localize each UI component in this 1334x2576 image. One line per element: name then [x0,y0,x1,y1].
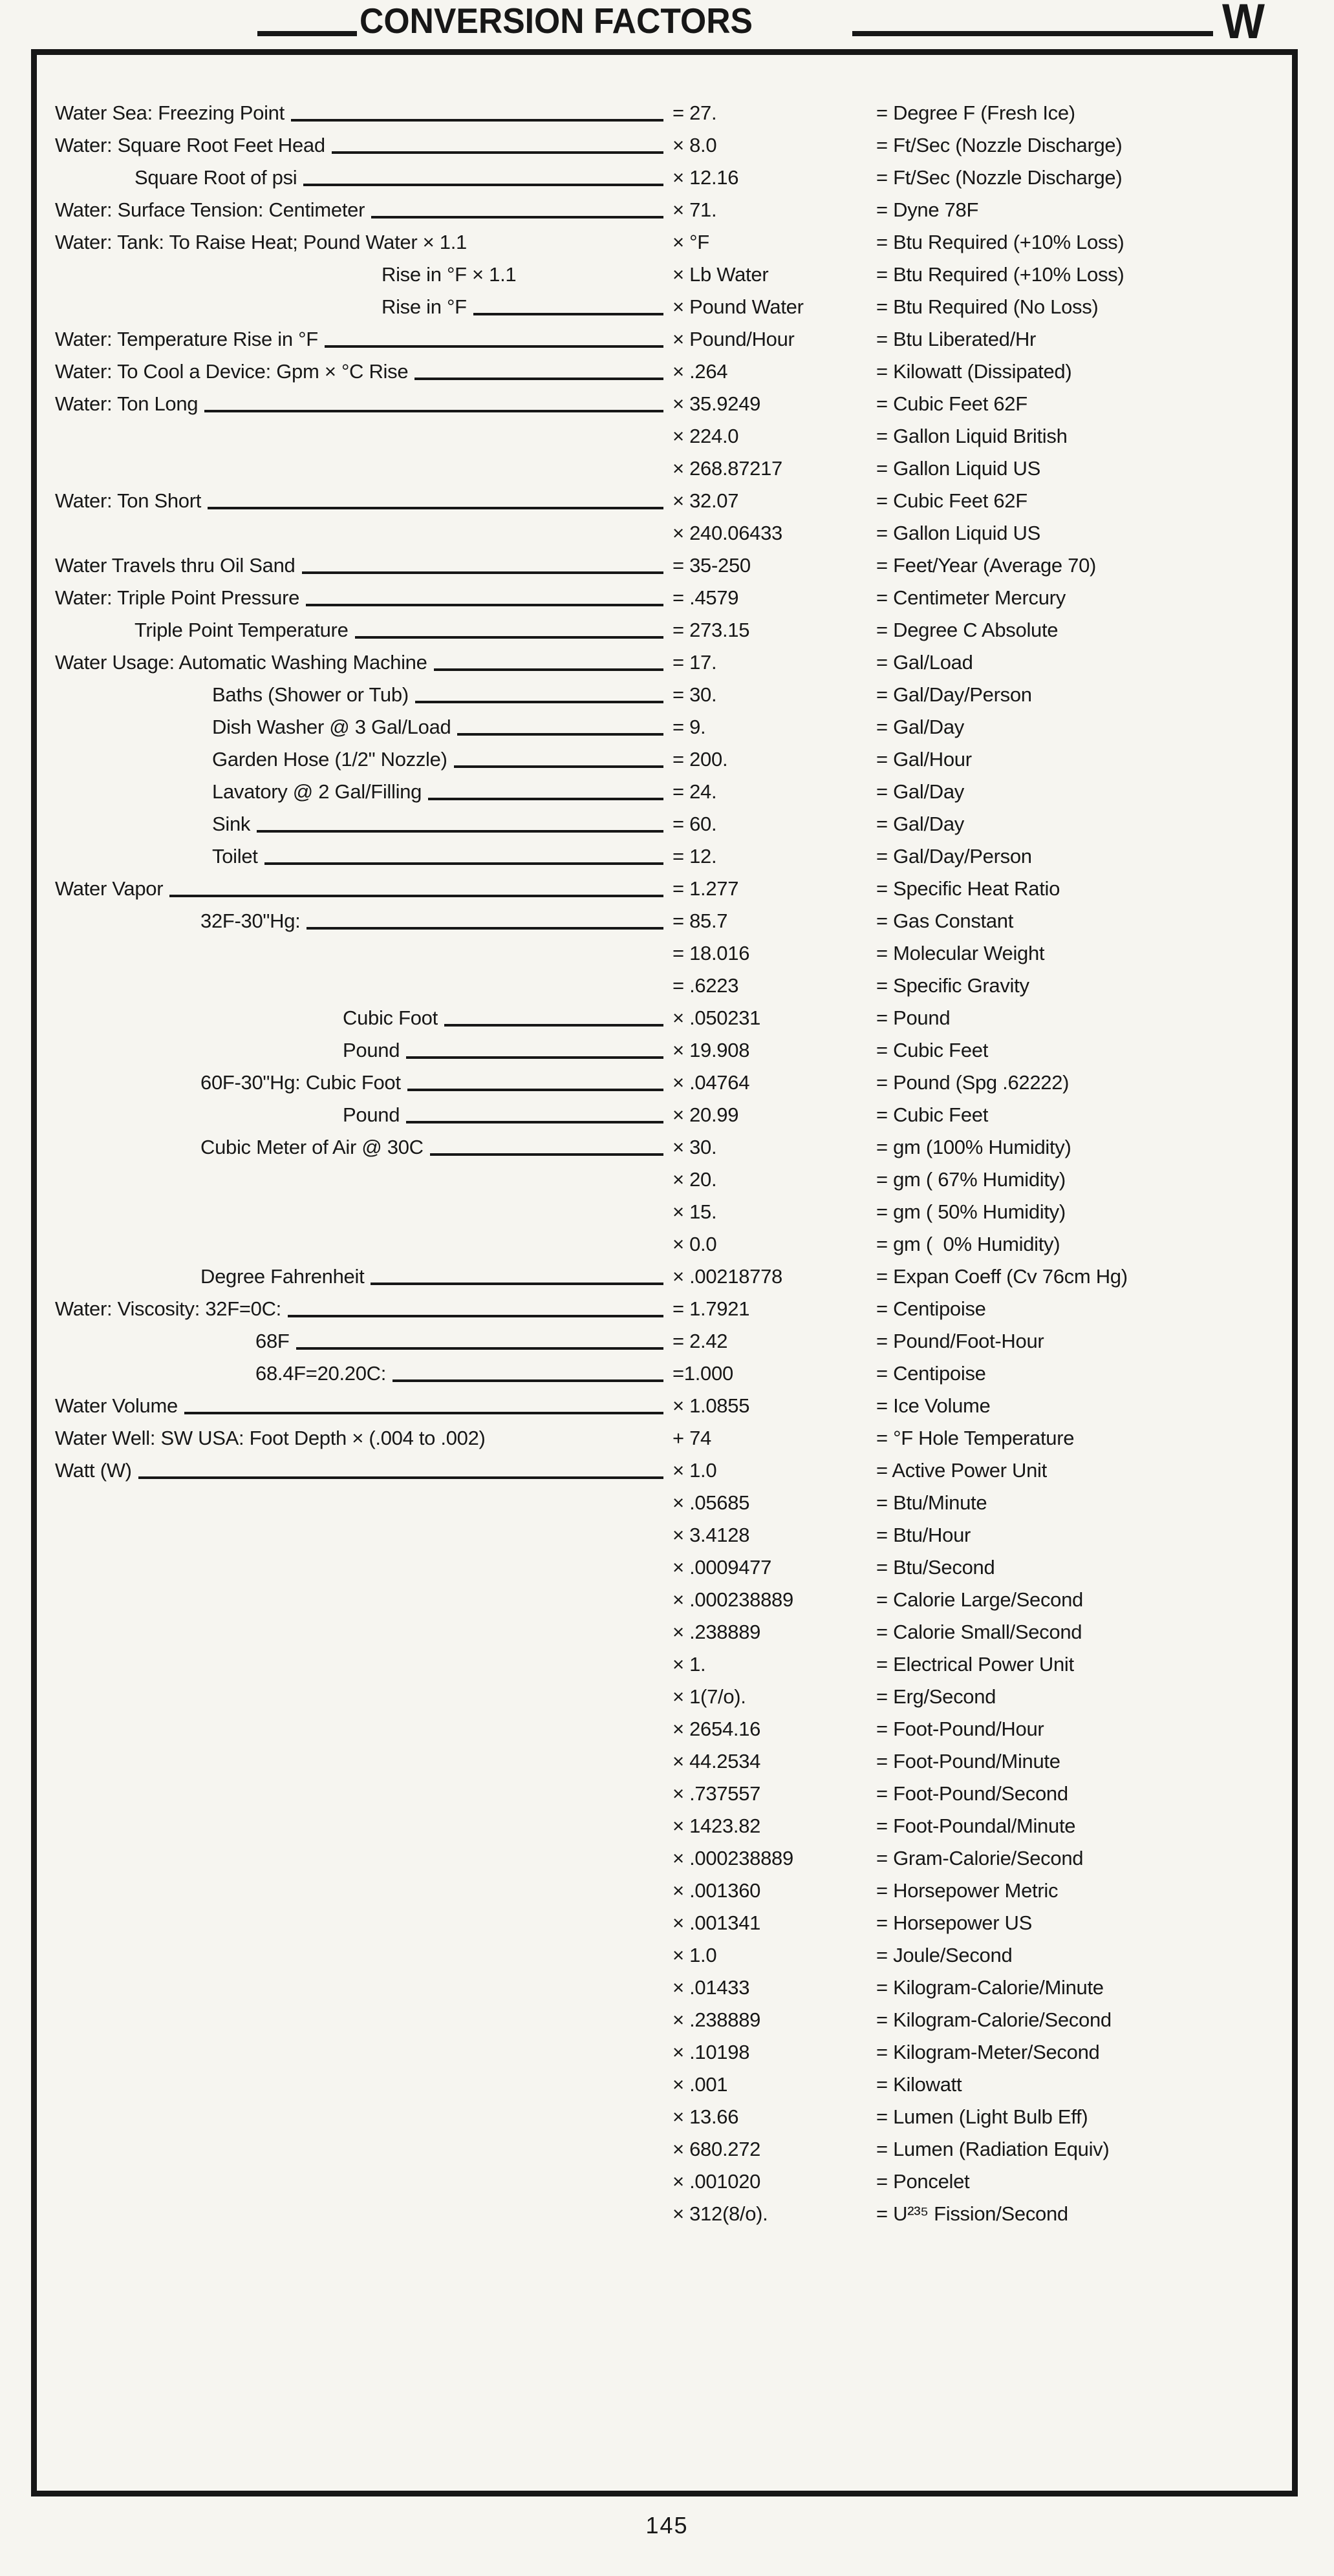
leader-line [325,345,663,348]
factor-value: = .4579 [672,586,739,609]
row-label: Dish Washer @ 3 Gal/Load [212,716,451,738]
table-row [55,1067,1261,1099]
table-row [55,259,1261,291]
leader-line [288,1315,663,1317]
row-label: 68.4F=20.20C: [255,1362,387,1385]
result-unit: = Gal/Day/Person [876,683,1032,706]
result-unit: = Btu/Hour [876,1524,971,1546]
section-letter: W [1222,0,1265,49]
result-unit: = Horsepower Metric [876,1879,1059,1902]
table-row [55,549,1261,582]
table-row [55,1228,1261,1261]
result-unit: = Horsepower US [876,1911,1033,1934]
result-unit: = Degree C Absolute [876,619,1059,641]
table-row [55,485,1261,517]
row-label: Triple Point Temperature [134,619,349,641]
result-unit: = Pound [876,1006,951,1029]
factor-value: =1.000 [672,1362,733,1385]
factor-value: × Pound/Hour [672,328,795,350]
table-row [55,614,1261,646]
factor-value: × .001341 [672,1911,761,1934]
result-unit: = Joule/Second [876,1944,1013,1966]
result-unit: = gm ( 67% Humidity) [876,1168,1066,1191]
table-row [55,679,1261,711]
row-label: Garden Hose (1/2" Nozzle) [212,748,447,771]
table-row [55,1713,1261,1745]
result-unit: = Centipoise [876,1297,986,1320]
row-label: Water: Tank: To Raise Heat; Pound Water × 1.1 [55,231,467,253]
row-label: Rise in °F × 1.1 [382,263,517,286]
factor-value: × .737557 [672,1782,761,1805]
factor-value: = 85.7 [672,910,728,932]
result-unit: = Electrical Power Unit [876,1653,1074,1676]
factor-value: × 12.16 [672,166,739,189]
row-label: Pound [343,1039,400,1061]
page-title: CONVERSION FACTORS [360,1,753,41]
result-unit: = Foot-Pound/Hour [876,1718,1044,1740]
factor-value: × .001 [672,2073,728,2096]
result-unit: = Gal/Day/Person [876,845,1032,868]
factor-value: × 44.2534 [672,1750,761,1772]
table-row [55,1616,1261,1648]
table-row [55,646,1261,679]
result-unit: = Gal/Hour [876,748,972,771]
result-unit: = Pound (Spg .62222) [876,1071,1070,1094]
leader-line [406,1056,663,1059]
result-unit: = Kilowatt [876,2073,962,2096]
leader-line [306,604,663,606]
conversion-rows [55,97,1261,2230]
table-row [55,1357,1261,1390]
result-unit: = Btu Required (+10% Loss) [876,231,1124,253]
table-row [55,2069,1261,2101]
table-row [55,1261,1261,1293]
row-label: Water Travels thru Oil Sand [55,554,296,577]
row-label: Water: Surface Tension: Centimeter [55,198,365,221]
row-label: 32F-30"Hg: [200,910,301,932]
leader-line [332,151,663,154]
factor-value: = 1.7921 [672,1297,750,1320]
factor-value: = 9. [672,716,706,738]
table-row [55,291,1261,323]
result-unit: = Foot-Poundal/Minute [876,1815,1076,1837]
table-row [55,1810,1261,1842]
result-unit: = Lumen (Light Bulb Eff) [876,2105,1088,2128]
result-unit: = Gallon Liquid British [876,425,1068,447]
table-row [55,129,1261,162]
row-label: 68F [255,1330,290,1352]
table-row [55,1293,1261,1325]
row-label: Water Sea: Freezing Point [55,101,285,124]
leader-line [473,313,663,315]
table-row [55,1842,1261,1875]
factor-value: = 35-250 [672,554,751,577]
leader-line [444,1024,663,1027]
result-unit: = Gal/Load [876,651,973,674]
table-row [55,873,1261,905]
result-unit: = Gallon Liquid US [876,522,1040,544]
row-label: Rise in °F [382,295,467,318]
row-label: Watt (W) [55,1459,132,1482]
leader-line [393,1379,663,1382]
factor-value: × 13.66 [672,2105,739,2128]
result-unit: = Cubic Feet 62F [876,489,1027,512]
table-row [55,1875,1261,1907]
table-row [55,194,1261,226]
factor-value: × .10198 [672,2041,750,2063]
leader-line [430,1153,663,1156]
table-row [55,2036,1261,2069]
result-unit: = Expan Coeff (Cv 76cm Hg) [876,1265,1128,1288]
factor-value: × 35.9249 [672,392,761,415]
factor-value: = 18.016 [672,942,750,964]
table-row [55,1972,1261,2004]
row-label: Cubic Meter of Air @ 30C [200,1136,424,1158]
factor-value: = 60. [672,813,717,835]
factor-value: = 24. [672,780,717,803]
factor-value: × 8.0 [672,134,717,156]
factor-value: × 1.0855 [672,1394,750,1417]
table-row [55,1002,1261,1034]
result-unit: = °F Hole Temperature [876,1427,1075,1449]
result-unit: = Cubic Feet 62F [876,392,1027,415]
row-label: Cubic Foot [343,1006,438,1029]
table-row [55,1196,1261,1228]
table-row [55,517,1261,549]
result-unit: = Erg/Second [876,1685,996,1708]
title-rule-right [852,31,1213,36]
result-unit: = Molecular Weight [876,942,1045,964]
leader-line [415,701,663,703]
leader-line [406,1121,663,1123]
table-row [55,1584,1261,1616]
result-unit: = Specific Gravity [876,974,1029,997]
result-unit: = gm (100% Humidity) [876,1136,1071,1158]
row-label: Lavatory @ 2 Gal/Filling [212,780,422,803]
factor-value: × .000238889 [672,1847,793,1869]
result-unit: = Kilogram-Calorie/Minute [876,1976,1104,1999]
result-unit: = Pound/Foot-Hour [876,1330,1044,1352]
result-unit: = Btu/Minute [876,1491,987,1514]
table-row [55,2004,1261,2036]
factor-value: × 3.4128 [672,1524,750,1546]
factor-value: × 71. [672,198,717,221]
factor-value: × .04764 [672,1071,750,1094]
factor-value: × .05685 [672,1491,750,1514]
factor-value: × .0009477 [672,1556,772,1579]
result-unit: = Degree F (Fresh Ice) [876,101,1075,124]
factor-value: × 312(8/o). [672,2202,768,2225]
page-number: 145 [645,2512,689,2539]
row-label: Water Usage: Automatic Washing Machine [55,651,427,674]
leader-line [264,862,663,865]
factor-value: + 74 [672,1427,711,1449]
factor-value: = 17. [672,651,717,674]
result-unit: = Btu Liberated/Hr [876,328,1037,350]
table-row [55,226,1261,259]
result-unit: = U²³⁵ Fission/Second [876,2202,1068,2225]
result-unit: = Ice Volume [876,1394,991,1417]
factor-value: × 32.07 [672,489,739,512]
result-unit: = Calorie Large/Second [876,1588,1083,1611]
row-label: Water: Viscosity: 32F=0C: [55,1297,281,1320]
table-row [55,1778,1261,1810]
factor-value: × 1(7/o). [672,1685,746,1708]
factor-value: × 0.0 [672,1233,717,1255]
row-label: 60F-30"Hg: Cubic Foot [200,1071,401,1094]
factor-value: × .238889 [672,2008,761,2031]
leader-line [407,1089,663,1091]
factor-value: × .00218778 [672,1265,782,1288]
result-unit: = Kilogram-Calorie/Second [876,2008,1112,2031]
leader-line [138,1476,663,1479]
factor-value: = 1.277 [672,877,739,900]
table-row [55,356,1261,388]
table-row [55,970,1261,1002]
factor-value: × 30. [672,1136,717,1158]
result-unit: = Cubic Feet [876,1039,989,1061]
factor-value: × 20. [672,1168,717,1191]
leader-line [428,798,663,800]
table-row [55,1939,1261,1972]
factor-value: = 273.15 [672,619,750,641]
row-label: Sink [212,813,251,835]
result-unit: = gm ( 0% Humidity) [876,1233,1060,1255]
row-label: Water: Ton Short [55,489,202,512]
table-row [55,743,1261,776]
result-unit: = Dyne 78F [876,198,979,221]
table-row [55,420,1261,452]
title-rule-left [257,31,357,36]
leader-line [257,830,663,833]
leader-line [414,378,663,380]
result-unit: = Gal/Day [876,813,964,835]
factor-value: × 2654.16 [672,1718,761,1740]
table-row [55,2166,1261,2198]
factor-value: × 20.99 [672,1103,739,1126]
result-unit: = Poncelet [876,2170,970,2193]
result-unit: = Gal/Day [876,780,964,803]
table-row [55,1131,1261,1164]
table-row [55,1422,1261,1454]
table-row [55,2198,1261,2230]
row-label: Water Volume [55,1394,178,1417]
factor-value: × .01433 [672,1976,750,1999]
table-row [55,1745,1261,1778]
result-unit: = Centipoise [876,1362,986,1385]
leader-line [307,927,663,930]
result-unit: = Foot-Pound/Minute [876,1750,1060,1772]
leader-line [434,668,663,671]
row-label: Pound [343,1103,400,1126]
factor-value: × 240.06433 [672,522,782,544]
table-row [55,1648,1261,1681]
table-row [55,776,1261,808]
factor-value: = 30. [672,683,717,706]
table-row [55,840,1261,873]
factor-value: × °F [672,231,709,253]
table-row [55,1487,1261,1519]
factor-value: × 680.272 [672,2138,761,2160]
result-unit: = Centimeter Mercury [876,586,1066,609]
row-label: Water: Ton Long [55,392,199,415]
table-row [55,937,1261,970]
table-row [55,905,1261,937]
table-row [55,1454,1261,1487]
result-unit: = Kilowatt (Dissipated) [876,360,1072,383]
table-row [55,1164,1261,1196]
result-unit: = Btu Required (+10% Loss) [876,263,1124,286]
table-row [55,1907,1261,1939]
factor-value: = .6223 [672,974,739,997]
table-row [55,1325,1261,1357]
factor-value: × 268.87217 [672,457,782,480]
result-unit: = Ft/Sec (Nozzle Discharge) [876,166,1123,189]
result-unit: = Calorie Small/Second [876,1621,1082,1643]
leader-line [296,1347,663,1350]
result-unit: = Gram-Calorie/Second [876,1847,1084,1869]
leader-line [371,1283,663,1285]
result-unit: = Btu/Second [876,1556,995,1579]
result-unit: = Cubic Feet [876,1103,989,1126]
result-unit: = Btu Required (No Loss) [876,295,1099,318]
result-unit: = Gallon Liquid US [876,457,1040,480]
factor-value: × .238889 [672,1621,761,1643]
factor-value: × .000238889 [672,1588,793,1611]
leader-line [302,571,664,574]
table-row [55,711,1261,743]
factor-value: × .001020 [672,2170,761,2193]
factor-value: × 1.0 [672,1459,717,1482]
table-row [55,388,1261,420]
result-unit: = Feet/Year (Average 70) [876,554,1097,577]
table-row [55,97,1261,129]
row-label: Degree Fahrenheit [200,1265,365,1288]
result-unit: = Kilogram-Meter/Second [876,2041,1100,2063]
factor-value: × 1423.82 [672,1815,761,1837]
leader-line [208,507,663,509]
table-row [55,1551,1261,1584]
leader-line [454,765,663,768]
table-row [55,808,1261,840]
factor-value: × .001360 [672,1879,761,1902]
leader-line [371,216,663,218]
factor-value: = 27. [672,101,717,124]
leader-line [184,1412,663,1414]
leader-line [457,733,663,736]
table-row [55,582,1261,614]
leader-line [303,184,663,186]
table-row [55,2133,1261,2166]
table-row [55,1681,1261,1713]
factor-value: × Pound Water [672,295,804,318]
table-row [55,1519,1261,1551]
leader-line [204,410,663,412]
table-row [55,452,1261,485]
result-unit: = Specific Heat Ratio [876,877,1060,900]
factor-value: × 19.908 [672,1039,750,1061]
factor-value: = 12. [672,845,717,868]
leader-line [169,895,663,897]
factor-value: × Lb Water [672,263,769,286]
factor-value: × 224.0 [672,425,739,447]
row-label: Water: Square Root Feet Head [55,134,325,156]
leader-line [355,636,663,639]
row-label: Square Root of psi [134,166,297,189]
table-row [55,1034,1261,1067]
factor-value: = 200. [672,748,728,771]
row-label: Water Well: SW USA: Foot Depth × (.004 to .002) [55,1427,486,1449]
factor-value: = 2.42 [672,1330,728,1352]
result-unit: = gm ( 50% Humidity) [876,1200,1066,1223]
table-row [55,323,1261,356]
result-unit: = Active Power Unit [876,1459,1047,1482]
row-label: Water: Triple Point Pressure [55,586,300,609]
row-label: Baths (Shower or Tub) [212,683,409,706]
table-row [55,162,1261,194]
table-row [55,2101,1261,2133]
row-label: Water: Temperature Rise in °F [55,328,318,350]
result-unit: = Gas Constant [876,910,1014,932]
result-unit: = Ft/Sec (Nozzle Discharge) [876,134,1123,156]
factor-value: × 1. [672,1653,706,1676]
factor-value: × .264 [672,360,728,383]
table-row [55,1390,1261,1422]
result-unit: = Foot-Pound/Second [876,1782,1068,1805]
row-label: Toilet [212,845,258,868]
result-unit: = Gal/Day [876,716,964,738]
table-row [55,1099,1261,1131]
row-label: Water: To Cool a Device: Gpm × °C Rise [55,360,409,383]
factor-value: × 1.0 [672,1944,717,1966]
leader-line [291,119,663,122]
row-label: Water Vapor [55,877,164,900]
factor-value: × .050231 [672,1006,761,1029]
factor-value: × 15. [672,1200,717,1223]
result-unit: = Lumen (Radiation Equiv) [876,2138,1110,2160]
